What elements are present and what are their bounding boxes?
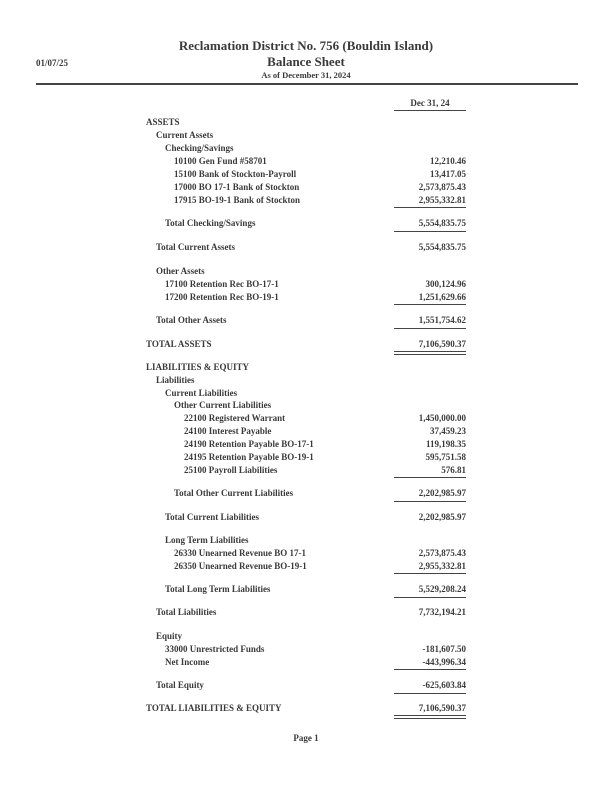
group-long-term-liabilities: Long Term Liabilities (165, 535, 249, 545)
group-checking-savings: Checking/Savings (165, 143, 234, 153)
total-current-liabilities: Total Current Liabilities 2,202,985.97 (165, 512, 466, 522)
account-row: 26350 Unearned Revenue BO-19-1 2,955,332.81 (174, 561, 466, 571)
account-row: 25100 Payroll Liabilities 576.81 (184, 465, 466, 475)
account-row: 24100 Interest Payable 37,459.23 (184, 426, 466, 436)
header-divider (36, 83, 578, 85)
account-row: 17915 BO-19-1 Bank of Stockton 2,955,332.81 (174, 195, 466, 205)
report-as-of: As of December 31, 2024 (261, 70, 351, 80)
group-liabilities: Liabilities (156, 375, 195, 385)
subtotal-rule (394, 304, 466, 305)
print-date: 01/07/25 (36, 58, 69, 68)
total-long-term-liabilities: Total Long Term Liabilities 5,529,208.24 (165, 584, 466, 594)
account-row: 17000 BO 17-1 Bank of Stockton 2,573,875.43 (174, 182, 466, 192)
column-header-rule (394, 110, 466, 111)
subtotal-rule (394, 693, 466, 694)
grand-total-double-rule (394, 351, 466, 355)
column-header: Dec 31, 24 (410, 98, 450, 108)
account-row: Net Income -443,996.34 (165, 657, 466, 667)
section-assets: ASSETS (146, 117, 180, 127)
total-liabilities-equity: TOTAL LIABILITIES & EQUITY 7,106,590.37 (146, 703, 466, 713)
group-current-liabilities: Current Liabilities (165, 388, 238, 398)
grand-total-double-rule (394, 715, 466, 719)
account-row: 24195 Retention Payable BO-19-1 595,751.58 (184, 452, 466, 462)
subtotal-rule (394, 477, 466, 478)
account-row: 33000 Unrestricted Funds -181,607.50 (165, 644, 466, 654)
total-other-assets: Total Other Assets 1,551,754.62 (156, 315, 466, 325)
group-equity: Equity (156, 631, 183, 641)
section-liabilities-equity: LIABILITIES & EQUITY (146, 362, 250, 372)
page-number: Page 1 (293, 733, 319, 743)
group-current-assets: Current Assets (156, 130, 214, 140)
account-row: 22100 Registered Warrant 1,450,000.00 (184, 413, 466, 423)
subtotal-rule (394, 328, 466, 329)
total-other-current-liabilities: Total Other Current Liabilities 2,202,985.97 (174, 488, 466, 498)
group-other-current-liabilities: Other Current Liabilities (174, 400, 272, 410)
report-title: Balance Sheet (267, 54, 345, 69)
account-row: 15100 Bank of Stockton-Payroll 13,417.05 (174, 169, 466, 179)
account-row: 24190 Retention Payable BO-17-1 119,198.35 (184, 439, 466, 449)
subtotal-rule (394, 669, 466, 670)
total-checking-savings: Total Checking/Savings 5,554,835.75 (165, 218, 466, 228)
subtotal-rule (394, 501, 466, 502)
total-liabilities: Total Liabilities 7,732,194.21 (156, 607, 466, 617)
total-current-assets: Total Current Assets 5,554,835.75 (156, 242, 466, 252)
subtotal-rule (394, 573, 466, 574)
subtotal-rule (394, 231, 466, 232)
account-row: 26330 Unearned Revenue BO 17-1 2,573,875.43 (174, 548, 466, 558)
total-equity: Total Equity -625,603.84 (156, 680, 466, 690)
subtotal-rule (394, 207, 466, 208)
report-org-title: Reclamation District No. 756 (Bouldin Island) (178, 38, 434, 53)
account-row: 17200 Retention Rec BO-19-1 1,251,629.66 (165, 292, 466, 302)
account-row: 10100 Gen Fund #58701 12,210.46 (174, 156, 466, 166)
account-row: 17100 Retention Rec BO-17-1 300,124.96 (165, 279, 466, 289)
group-other-assets: Other Assets (156, 266, 205, 276)
subtotal-rule (394, 597, 466, 598)
total-assets: TOTAL ASSETS 7,106,590.37 (146, 339, 466, 349)
